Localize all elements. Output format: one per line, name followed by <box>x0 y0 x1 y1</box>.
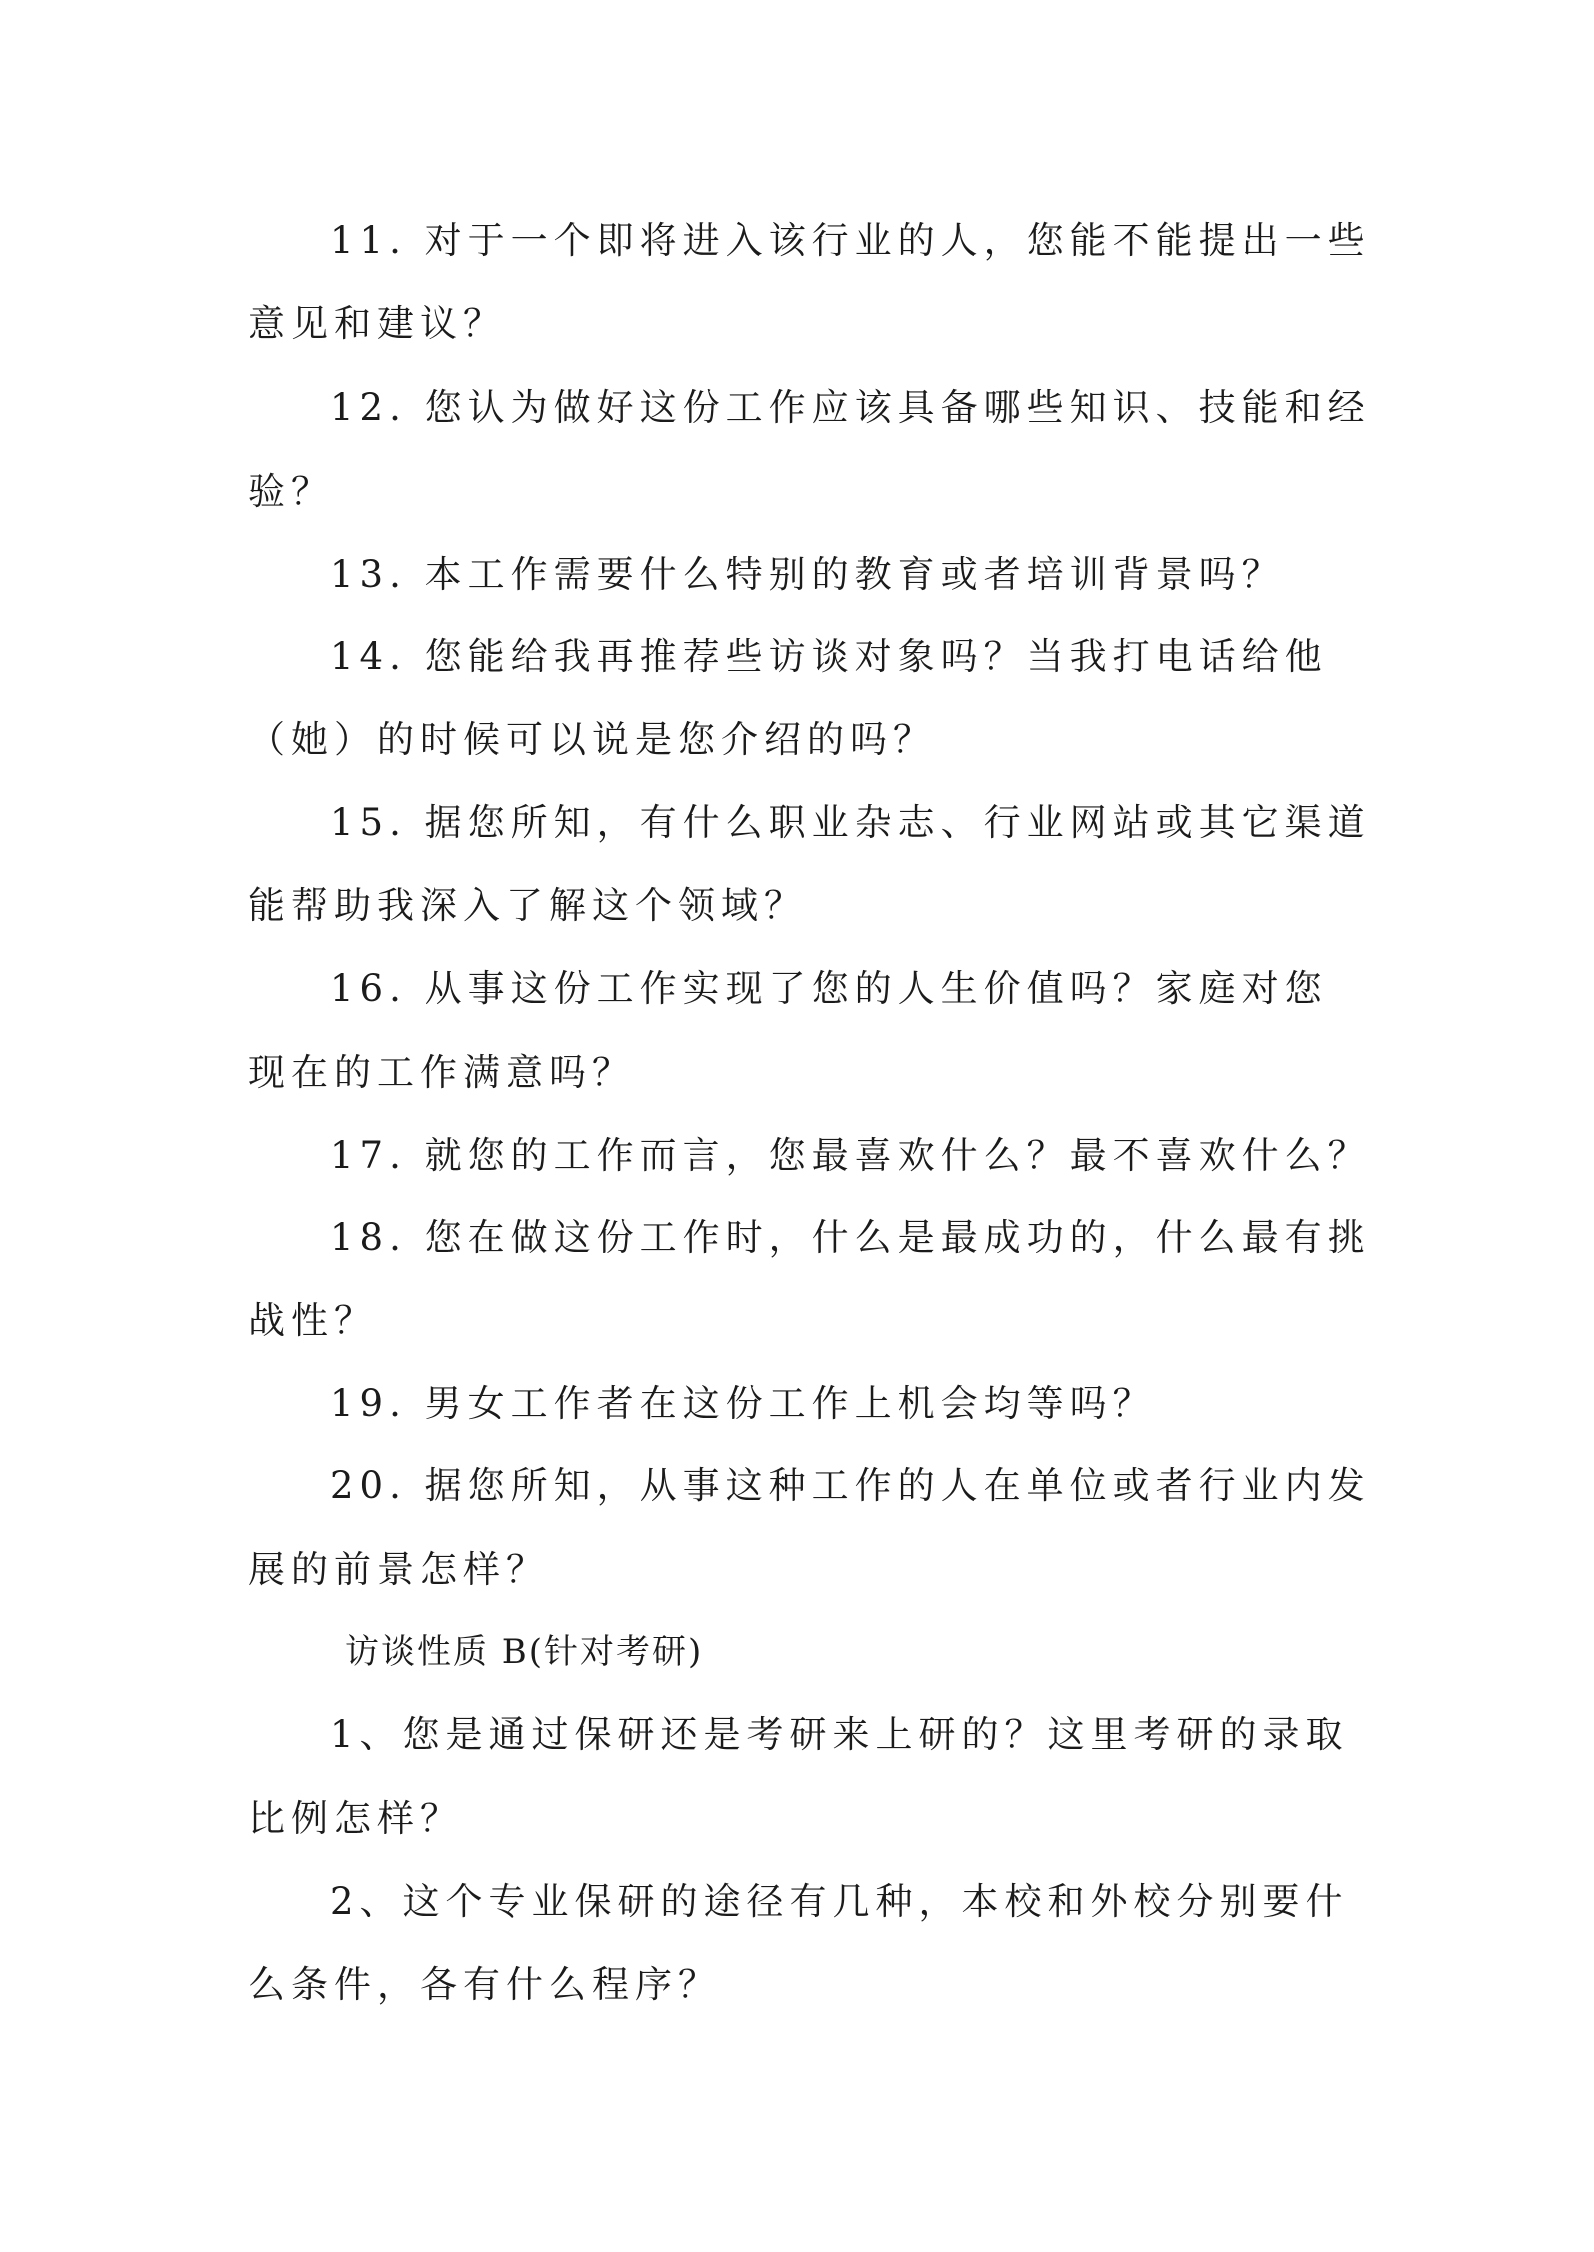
question-14-line-2: （她）的时候可以说是您介绍的吗？ <box>248 718 936 761</box>
question-17-line-1: 17. 就您的工作而言，您最喜欢什么？最不喜欢什么？ <box>330 1134 1371 1177</box>
question-18-line-1: 18. 您在做这份工作时，什么是最成功的，什么最有挑 <box>330 1216 1371 1259</box>
section-b-question-1-line-2: 比例怎样？ <box>248 1797 463 1840</box>
question-11-line-2: 意见和建议？ <box>248 302 506 345</box>
section-b-question-2-line-1: 2、这个专业保研的途径有几种，本校和外校分别要什 <box>330 1880 1349 1923</box>
question-15-line-2: 能帮助我深入了解这个领域？ <box>248 884 807 927</box>
section-b-question-2-line-2: 么条件，各有什么程序？ <box>248 1963 721 2006</box>
question-14-line-1: 14. 您能给我再推荐些访谈对象吗？当我打电话给他 <box>330 635 1328 678</box>
question-16-line-2: 现在的工作满意吗？ <box>248 1051 635 1094</box>
question-12-line-1: 12. 您认为做好这份工作应该具备哪些知识、技能和经 <box>330 386 1371 429</box>
question-18-line-2: 战性？ <box>248 1299 377 1342</box>
question-12-line-2: 验？ <box>248 470 334 513</box>
question-20-line-1: 20. 据您所知，从事这种工作的人在单位或者行业内发 <box>330 1464 1371 1507</box>
question-19-line-1: 19. 男女工作者在这份工作上机会均等吗？ <box>330 1382 1156 1425</box>
question-16-line-1: 16. 从事这份工作实现了您的人生价值吗？家庭对您 <box>330 967 1328 1010</box>
question-20-line-2: 展的前景怎样？ <box>248 1548 549 1591</box>
section-heading-b: 访谈性质 B(针对考研) <box>345 1632 704 1672</box>
question-13-line-1: 13. 本工作需要什么特别的教育或者培训背景吗？ <box>330 553 1285 596</box>
question-11-line-1: 11. 对于一个即将进入该行业的人，您能不能提出一些 <box>330 219 1371 262</box>
section-b-question-1-line-1: 1、您是通过保研还是考研来上研的？这里考研的录取 <box>330 1713 1349 1756</box>
question-15-line-1: 15. 据您所知，有什么职业杂志、行业网站或其它渠道 <box>330 801 1371 844</box>
